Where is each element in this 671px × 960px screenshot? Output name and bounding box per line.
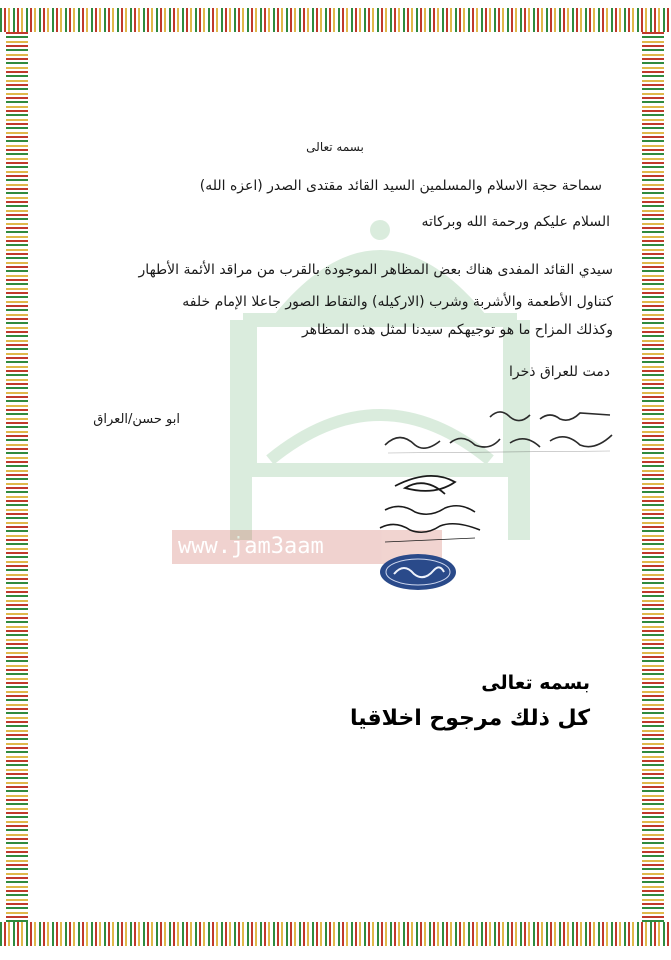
- letter-sender: ابو حسن/العراق: [93, 412, 180, 427]
- reply-title: بسمه تعالى: [481, 672, 590, 694]
- letter-body-line: سيدي القائد المفدى هناك بعض المظاهر الموجودة بالقرب من مراقد الأئمة الأطهار: [138, 262, 613, 278]
- letter-addressee: سماحة حجة الاسلام والمسلمين السيد القائد مقتدى الصدر (اعزه الله): [199, 178, 602, 194]
- letter-body-line: كتناول الأطعمة والأشربة وشرب (الاركيله) والتقاط الصور جاعلا الإمام خلفه: [182, 294, 613, 310]
- border-right: [642, 32, 664, 922]
- border-top: [0, 8, 671, 32]
- watermark-url: www.jam3aam: [172, 530, 442, 564]
- border-bottom: [0, 922, 671, 946]
- handwritten-reply-scrawl: [380, 405, 620, 465]
- letter-basmala: بسمه تعالى: [306, 140, 364, 154]
- border-left: [6, 32, 28, 922]
- letter-greeting: السلام عليكم ورحمة الله وبركاته: [421, 214, 610, 230]
- signature: [375, 468, 485, 548]
- letter-closing: دمت للعراق ذخرا: [508, 364, 610, 380]
- seal-stamp-icon: [378, 552, 458, 592]
- reply-text: كل ذلك مرجوح اخلاقيا: [349, 706, 590, 731]
- letter-body-line: وكذلك المزاح ما هو توجيهكم سيدنا لمثل هذه المظاهر: [301, 322, 613, 338]
